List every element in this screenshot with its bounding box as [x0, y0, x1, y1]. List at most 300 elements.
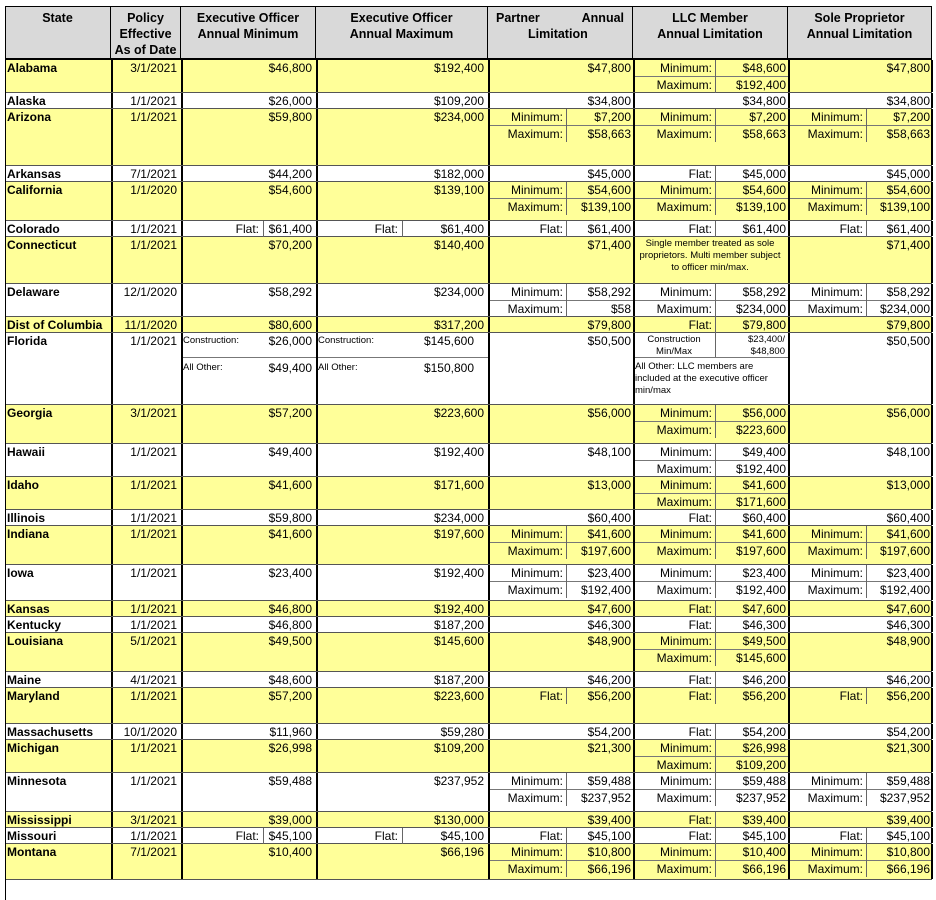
- policy-date: 11/1/2020: [124, 318, 177, 332]
- llc-label: Flat:: [688, 167, 712, 181]
- column-border: [181, 828, 183, 843]
- partner-value: $45,000: [587, 167, 631, 181]
- policy-date: 1/1/2020: [130, 183, 177, 197]
- policy-date: 1/1/2021: [130, 618, 177, 632]
- column-border: [788, 812, 790, 827]
- column-border: [111, 672, 113, 687]
- llc-value: $197,600: [735, 544, 786, 558]
- column-border: [788, 565, 790, 600]
- exec-max-value: $192,400: [433, 602, 484, 616]
- state-name: Connecticut: [7, 238, 77, 252]
- column-border: [931, 601, 933, 616]
- state-name: California: [7, 183, 63, 197]
- exec-max-other-value: $150,800: [423, 361, 474, 375]
- llc-label: Maximum:: [656, 758, 712, 772]
- partner-value: $61,400: [587, 222, 631, 236]
- sole-split: [866, 773, 867, 806]
- header-exec-max: Executive Officer Annual Maximum: [316, 6, 488, 60]
- exec-max-value: $59,280: [440, 725, 484, 739]
- partner-value: $56,200: [587, 689, 631, 703]
- column-border: [633, 828, 635, 843]
- partner-label: Flat:: [539, 222, 563, 236]
- column-border: [788, 828, 790, 843]
- column-border: [316, 60, 318, 92]
- column-border: [931, 93, 933, 108]
- header-partner-label: Partner: [496, 11, 540, 25]
- column-border: [633, 93, 635, 108]
- table-row: [5, 221, 932, 237]
- policy-date: 1/1/2021: [130, 689, 177, 703]
- llc-split: [715, 526, 716, 559]
- exec-max-value: $317,200: [433, 318, 484, 332]
- table-row: [5, 672, 932, 688]
- llc-split: [715, 444, 716, 477]
- column-border: [181, 601, 183, 616]
- exec-max-value: $109,200: [433, 741, 484, 755]
- sole-value: $192,400: [879, 583, 930, 597]
- column-border: [633, 284, 635, 316]
- column-border: [111, 565, 113, 600]
- sole-value: $60,400: [886, 511, 930, 525]
- column-border: [788, 60, 790, 92]
- partner-divider: [488, 542, 633, 543]
- state-name: Missouri: [7, 829, 57, 843]
- partner-divider: [488, 581, 633, 582]
- sole-value: $13,000: [886, 478, 930, 492]
- sole-label: Maximum:: [807, 583, 863, 597]
- partner-value: $13,000: [587, 478, 631, 492]
- exec-min-value: $41,600: [268, 527, 312, 541]
- column-border: [488, 526, 490, 564]
- column-border: [316, 724, 318, 739]
- exec-max-value: $187,200: [433, 618, 484, 632]
- llc-label: Minimum:: [659, 566, 712, 580]
- column-border: [633, 565, 635, 600]
- exec-min-value: $26,998: [268, 741, 312, 755]
- table-row: [5, 109, 932, 166]
- llc-split: [715, 828, 716, 844]
- partner-label: Maximum:: [507, 302, 563, 316]
- sole-split: [866, 828, 867, 844]
- llc-divider: [633, 581, 788, 582]
- sole-split: [866, 526, 867, 559]
- llc-label: Flat:: [688, 725, 712, 739]
- column-border: [633, 633, 635, 671]
- column-border: [931, 812, 933, 827]
- exec-min-value: $49,400: [268, 445, 312, 459]
- llc-label: Flat:: [688, 318, 712, 332]
- policy-date: 5/1/2021: [130, 634, 177, 648]
- column-border: [111, 405, 113, 443]
- llc-label: Minimum:: [659, 61, 712, 75]
- column-border: [316, 688, 318, 723]
- llc-value: $171,600: [735, 495, 786, 509]
- sole-divider: [788, 125, 932, 126]
- column-border: [488, 93, 490, 108]
- column-border: [788, 166, 790, 181]
- column-border: [316, 182, 318, 220]
- llc-value: $34,800: [742, 94, 786, 108]
- policy-date: 1/1/2021: [130, 602, 177, 616]
- policy-date: 7/1/2021: [130, 167, 177, 181]
- column-border: [111, 688, 113, 723]
- sole-value: $48,100: [886, 445, 930, 459]
- sole-split: [866, 284, 867, 317]
- llc-split: [715, 601, 716, 617]
- llc-label: Maximum:: [656, 651, 712, 665]
- table-row: [5, 182, 932, 221]
- exec-min-value: $23,400: [268, 566, 312, 580]
- exec-min-other-label: All Other:: [183, 362, 223, 373]
- column-border: [488, 773, 490, 811]
- sole-value: $7,200: [893, 110, 930, 124]
- column-border: [316, 221, 318, 236]
- partner-label: Minimum:: [510, 285, 563, 299]
- partner-split: [566, 828, 567, 844]
- column-border: [633, 182, 635, 220]
- llc-value: $49,500: [742, 634, 786, 648]
- header-sole: Sole Proprietor Annual Limitation: [788, 6, 932, 60]
- table-row: [5, 565, 932, 601]
- sole-label: Maximum:: [807, 791, 863, 805]
- column-border: [788, 182, 790, 220]
- partner-value: $192,400: [580, 583, 631, 597]
- partner-value: $66,196: [587, 862, 631, 876]
- column-border: [316, 565, 318, 600]
- llc-divider: [633, 493, 788, 494]
- exec-max-value: $187,200: [433, 673, 484, 687]
- sole-value: $47,600: [886, 602, 930, 616]
- header-llc: LLC Member Annual Limitation: [633, 6, 788, 60]
- table-row: [5, 844, 932, 880]
- column-border: [931, 510, 933, 525]
- policy-date: 1/1/2021: [130, 527, 177, 541]
- exec-max-label: Flat:: [374, 222, 398, 236]
- llc-value: $10,400: [742, 845, 786, 859]
- state-name: Colorado: [7, 222, 60, 236]
- sole-label: Maximum:: [807, 544, 863, 558]
- sole-value: $61,400: [886, 222, 930, 236]
- llc-value: $7,200: [749, 110, 786, 124]
- llc-label: Minimum:: [659, 774, 712, 788]
- llc-divider: [633, 789, 788, 790]
- column-border: [633, 844, 635, 879]
- state-name: Delaware: [7, 285, 60, 299]
- column-border: [788, 773, 790, 811]
- column-border: [633, 773, 635, 811]
- partner-value: $139,100: [580, 200, 631, 214]
- column-border: [488, 510, 490, 525]
- policy-date: 1/1/2021: [130, 829, 177, 843]
- column-border: [931, 565, 933, 600]
- column-border: [931, 633, 933, 671]
- llc-note: Single member treated as sole proprietors. Multi member subject to officer min/max.: [639, 238, 781, 273]
- llc-label: Maximum:: [656, 862, 712, 876]
- partner-label: Minimum:: [510, 774, 563, 788]
- llc-value: $54,200: [742, 725, 786, 739]
- column-border: [788, 510, 790, 525]
- state-name: Maryland: [7, 689, 60, 703]
- sole-value: $46,200: [886, 673, 930, 687]
- partner-value: $50,500: [587, 334, 631, 348]
- state-name: Massachusetts: [7, 725, 94, 739]
- llc-split: [715, 317, 716, 333]
- column-border: [181, 672, 183, 687]
- state-name: Hawaii: [7, 445, 46, 459]
- exec-max-value: $66,196: [440, 845, 484, 859]
- partner-value: $60,400: [587, 511, 631, 525]
- partner-label: Maximum:: [507, 200, 563, 214]
- llc-split: [715, 60, 716, 93]
- column-border: [316, 166, 318, 181]
- exec-min-value: $44,200: [268, 167, 312, 181]
- llc-label: Flat:: [688, 829, 712, 843]
- state-name: Iowa: [7, 566, 34, 580]
- sole-value: $54,200: [886, 725, 930, 739]
- llc-divider: [633, 860, 788, 861]
- partner-value: $58,663: [587, 127, 631, 141]
- sole-value: $21,300: [886, 741, 930, 755]
- llc-value: $48,600: [742, 61, 786, 75]
- column-border: [931, 477, 933, 509]
- column-border: [931, 773, 933, 811]
- column-border: [931, 109, 933, 165]
- llc-value: $145,600: [735, 651, 786, 665]
- column-border: [788, 109, 790, 165]
- column-border: [181, 237, 183, 283]
- llc-label: Maximum:: [656, 127, 712, 141]
- exec-max-value: $61,400: [440, 222, 484, 236]
- exec-min-value: $45,100: [268, 829, 312, 843]
- sole-value: $59,488: [886, 774, 930, 788]
- llc-label: Maximum:: [656, 583, 712, 597]
- table-row: [5, 477, 932, 510]
- column-border: [488, 688, 490, 723]
- column-border: [931, 828, 933, 843]
- column-border: [788, 317, 790, 332]
- policy-date: 1/1/2021: [130, 566, 177, 580]
- table-row: [5, 633, 932, 672]
- llc-value: $192,400: [735, 462, 786, 476]
- sole-split: [866, 109, 867, 142]
- table-row: [5, 510, 932, 526]
- column-border: [931, 221, 933, 236]
- sole-value: $45,000: [886, 167, 930, 181]
- florida-llc-divider: [633, 357, 788, 358]
- sole-label: Maximum:: [807, 302, 863, 316]
- column-border: [788, 844, 790, 879]
- partner-value: $54,600: [587, 183, 631, 197]
- llc-value: $237,952: [735, 791, 786, 805]
- llc-value: $46,200: [742, 673, 786, 687]
- exec-min-other-value: $49,400: [268, 361, 312, 375]
- llc-label: Flat:: [688, 813, 712, 827]
- sole-value: $47,800: [886, 61, 930, 75]
- partner-value: $10,800: [587, 845, 631, 859]
- exec-max-value: $223,600: [433, 689, 484, 703]
- policy-date: 1/1/2021: [130, 222, 177, 236]
- sole-divider: [788, 542, 932, 543]
- llc-split: [715, 812, 716, 828]
- policy-date: 7/1/2021: [130, 845, 177, 859]
- llc-value: $59,488: [742, 774, 786, 788]
- llc-divider: [633, 421, 788, 422]
- column-border: [111, 526, 113, 564]
- column-border: [111, 724, 113, 739]
- table-row: [5, 60, 932, 93]
- column-border: [316, 405, 318, 443]
- column-border: [111, 237, 113, 283]
- sole-value: $45,100: [886, 829, 930, 843]
- florida-llc-split: [715, 333, 716, 357]
- column-border: [316, 844, 318, 879]
- llc-split: [715, 109, 716, 142]
- exec-max-value: $237,952: [433, 774, 484, 788]
- exec-max-value: $192,400: [433, 566, 484, 580]
- llc-label: Minimum:: [659, 478, 712, 492]
- column-border: [488, 221, 490, 236]
- sole-value: $23,400: [886, 566, 930, 580]
- partner-divider: [488, 789, 633, 790]
- partner-label: Minimum:: [510, 527, 563, 541]
- sole-divider: [788, 300, 932, 301]
- table-row: [5, 617, 932, 633]
- state-name: Mississippi: [7, 813, 72, 827]
- partner-split: [566, 109, 567, 142]
- llc-label: Flat:: [688, 602, 712, 616]
- exec-min-value: $57,200: [268, 689, 312, 703]
- policy-date: 1/1/2021: [130, 774, 177, 788]
- exec-max-value: $139,100: [433, 183, 484, 197]
- column-border: [931, 60, 933, 92]
- exec-min-value: $59,488: [268, 774, 312, 788]
- state-name: Dist of Columbia: [7, 318, 103, 332]
- partner-value: $48,900: [587, 634, 631, 648]
- policy-date: 3/1/2021: [130, 813, 177, 827]
- column-border: [488, 109, 490, 165]
- partner-divider: [488, 860, 633, 861]
- column-border: [488, 672, 490, 687]
- sole-label: Flat:: [839, 222, 863, 236]
- sole-value: $79,800: [886, 318, 930, 332]
- policy-date: 10/1/2020: [123, 725, 177, 739]
- exec-min-label: Flat:: [235, 829, 259, 843]
- table-row: [5, 740, 932, 773]
- column-border: [633, 688, 635, 723]
- state-name: Florida: [7, 334, 48, 348]
- sole-value: $54,600: [886, 183, 930, 197]
- table-row: [5, 237, 932, 284]
- llc-split: [715, 182, 716, 215]
- column-border: [633, 617, 635, 632]
- column-border: [316, 444, 318, 476]
- sole-split: [866, 182, 867, 215]
- llc-value: $58,663: [742, 127, 786, 141]
- sole-value: $197,600: [879, 544, 930, 558]
- column-border: [111, 601, 113, 616]
- partner-value: $54,200: [587, 725, 631, 739]
- sole-value: $46,300: [886, 618, 930, 632]
- column-border: [788, 221, 790, 236]
- llc-value: $54,600: [742, 183, 786, 197]
- llc-split: [715, 477, 716, 510]
- llc-divider: [633, 756, 788, 757]
- partner-divider: [488, 198, 633, 199]
- sole-value: $48,900: [886, 634, 930, 648]
- policy-date: 1/1/2021: [130, 110, 177, 124]
- state-name: Kansas: [7, 602, 50, 616]
- column-border: [316, 477, 318, 509]
- llc-label: Flat:: [688, 222, 712, 236]
- llc-split: [715, 740, 716, 773]
- column-border: [181, 688, 183, 723]
- table-row: [5, 773, 932, 812]
- sole-label: Maximum:: [807, 127, 863, 141]
- state-name: Idaho: [7, 478, 39, 492]
- llc-other-note: All Other: LLC members are included at the executive officer min/max: [635, 361, 768, 396]
- column-border: [181, 633, 183, 671]
- llc-split: [715, 633, 716, 666]
- exec-min-label: Flat:: [235, 222, 259, 236]
- llc-label: Minimum:: [659, 845, 712, 859]
- table-row: [5, 444, 932, 477]
- partner-split: [566, 773, 567, 806]
- table-row: [5, 724, 932, 740]
- llc-value: $79,800: [742, 318, 786, 332]
- sole-divider: [788, 860, 932, 861]
- column-border: [316, 828, 318, 843]
- exec-max-value: $192,400: [433, 61, 484, 75]
- exec-min-value: $59,800: [268, 110, 312, 124]
- llc-split: [715, 166, 716, 182]
- exec-min-value: $10,400: [268, 845, 312, 859]
- column-border: [931, 284, 933, 316]
- policy-date: 1/1/2021: [130, 511, 177, 525]
- llc-value: $60,400: [742, 511, 786, 525]
- partner-split: [566, 221, 567, 237]
- column-border: [316, 812, 318, 827]
- policy-date: 1/1/2021: [130, 741, 177, 755]
- exec-min-value: $54,600: [268, 183, 312, 197]
- exec-min-value: $49,500: [268, 634, 312, 648]
- column-border: [633, 510, 635, 525]
- state-name: Indiana: [7, 527, 50, 541]
- column-border: [111, 60, 113, 92]
- column-border: [316, 740, 318, 772]
- column-border: [488, 617, 490, 632]
- partner-value: $45,100: [587, 829, 631, 843]
- partner-value: $41,600: [587, 527, 631, 541]
- column-border: [181, 284, 183, 316]
- partner-label: Minimum:: [510, 845, 563, 859]
- exec-max-construction-value: $145,600: [423, 334, 474, 348]
- column-border: [931, 740, 933, 772]
- column-border: [181, 182, 183, 220]
- llc-split: [715, 221, 716, 237]
- llc-divider: [633, 76, 788, 77]
- column-border: [788, 526, 790, 564]
- policy-date: 1/1/2021: [130, 94, 177, 108]
- policy-date: 12/1/2020: [123, 285, 177, 299]
- llc-label: Maximum:: [656, 495, 712, 509]
- llc-split: [715, 724, 716, 740]
- llc-label: Minimum:: [659, 634, 712, 648]
- column-border: [316, 617, 318, 632]
- header-limitation-label: Limitation: [528, 27, 588, 41]
- sole-label: Minimum:: [810, 774, 863, 788]
- column-border: [316, 284, 318, 316]
- column-border: [788, 237, 790, 283]
